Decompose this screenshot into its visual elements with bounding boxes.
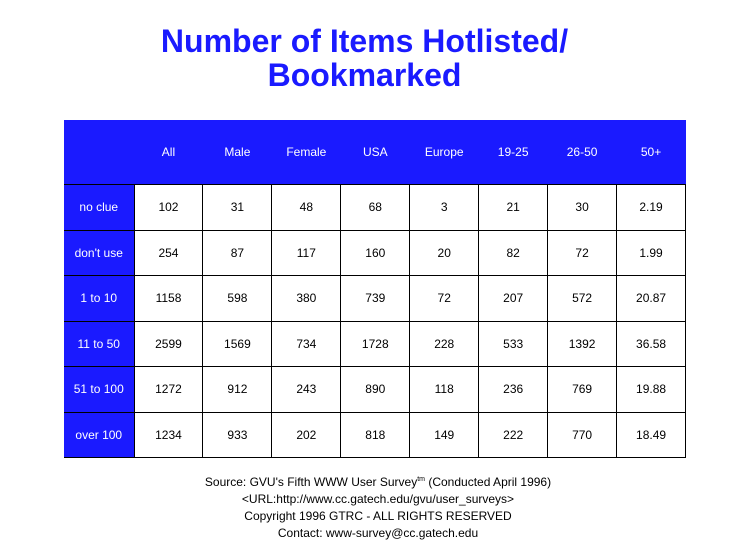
table-cell: 243: [272, 367, 341, 413]
table-cell: 31: [203, 185, 272, 231]
table-cell: 102: [134, 185, 203, 231]
table-cell: 72: [410, 276, 479, 322]
table-body: [64, 185, 686, 458]
table-cell: 3: [410, 185, 479, 231]
table-cell: 2599: [134, 321, 203, 367]
table-cell: 82: [479, 230, 548, 276]
table-row: [64, 276, 686, 322]
column-header-50: 50+: [617, 120, 686, 185]
trademark-mark: tm: [417, 476, 426, 483]
table-cell: 739: [341, 276, 410, 322]
table-cell: 160: [341, 230, 410, 276]
table-cell: 770: [548, 412, 617, 458]
column-header-female: Female: [272, 120, 341, 185]
table-cell: 254: [134, 230, 203, 276]
table-cell: 20: [410, 230, 479, 276]
table-cell: 734: [272, 321, 341, 367]
table-cell: 68: [341, 185, 410, 231]
table-cell: 1569: [203, 321, 272, 367]
data-table: [64, 120, 686, 458]
table-row: [64, 321, 686, 367]
table-cell: 2.19: [617, 185, 686, 231]
url-line: <URL:http://www.cc.gatech.edu/gvu/user_surveys>: [241, 492, 515, 506]
table-row: [64, 185, 686, 231]
chart-title-line-1: Number of Items Hotlisted/: [160, 23, 569, 59]
table-cell: 117: [272, 230, 341, 276]
table-cell: 20.87: [617, 276, 686, 322]
table-cell: 18.49: [617, 412, 686, 458]
table-cell: 533: [479, 321, 548, 367]
row-header: don't use: [64, 230, 134, 276]
table-cell: 1234: [134, 412, 203, 458]
table-cell: 1272: [134, 367, 203, 413]
table-cell: 21: [479, 185, 548, 231]
row-header: no clue: [64, 185, 134, 231]
column-header-26-50: 26-50: [548, 120, 617, 185]
column-header-europe: Europe: [410, 120, 479, 185]
table-row: [64, 412, 686, 458]
table-row: [64, 230, 686, 276]
chart-title-line-2: Bookmarked: [267, 57, 462, 93]
column-header-usa: USA: [341, 120, 410, 185]
table-cell: 48: [272, 185, 341, 231]
table-cell: 912: [203, 367, 272, 413]
source-text: Source: GVU's Fifth WWW User Survey: [204, 475, 418, 489]
table-cell: 769: [548, 367, 617, 413]
table-cell: 1392: [548, 321, 617, 367]
table-cell: 228: [410, 321, 479, 367]
table-cell: 380: [272, 276, 341, 322]
header-row: [64, 120, 686, 185]
corner-cell: [64, 120, 134, 185]
row-header: over 100: [64, 412, 134, 458]
row-header: 11 to 50: [64, 321, 134, 367]
table-cell: 87: [203, 230, 272, 276]
table-cell: 36.58: [617, 321, 686, 367]
table-cell: 19.88: [617, 367, 686, 413]
table-cell: 149: [410, 412, 479, 458]
table-cell: 1.99: [617, 230, 686, 276]
conducted-text: (Conducted April 1996): [425, 475, 552, 489]
column-header-19-25: 19-25: [479, 120, 548, 185]
table-cell: 818: [341, 412, 410, 458]
table-cell: 222: [479, 412, 548, 458]
table-cell: 890: [341, 367, 410, 413]
table-cell: 30: [548, 185, 617, 231]
table-cell: 202: [272, 412, 341, 458]
table-cell: 118: [410, 367, 479, 413]
table-cell: 598: [203, 276, 272, 322]
table-cell: 1158: [134, 276, 203, 322]
row-header: 51 to 100: [64, 367, 134, 413]
table-cell: 572: [548, 276, 617, 322]
table-cell: 236: [479, 367, 548, 413]
contact-line: Contact: www-survey@cc.gatech.edu: [277, 526, 479, 540]
table-cell: 72: [548, 230, 617, 276]
table-cell: 933: [203, 412, 272, 458]
copyright-line: Copyright 1996 GTRC - ALL RIGHTS RESERVED: [244, 509, 512, 523]
footer: [0, 474, 729, 542]
table-row: [64, 367, 686, 413]
column-header-all: All: [134, 120, 203, 185]
column-header-male: Male: [203, 120, 272, 185]
table-cell: 207: [479, 276, 548, 322]
table-cell: 1728: [341, 321, 410, 367]
row-header: 1 to 10: [64, 276, 134, 322]
chart-title: [0, 24, 729, 92]
source-line: [0, 474, 729, 491]
